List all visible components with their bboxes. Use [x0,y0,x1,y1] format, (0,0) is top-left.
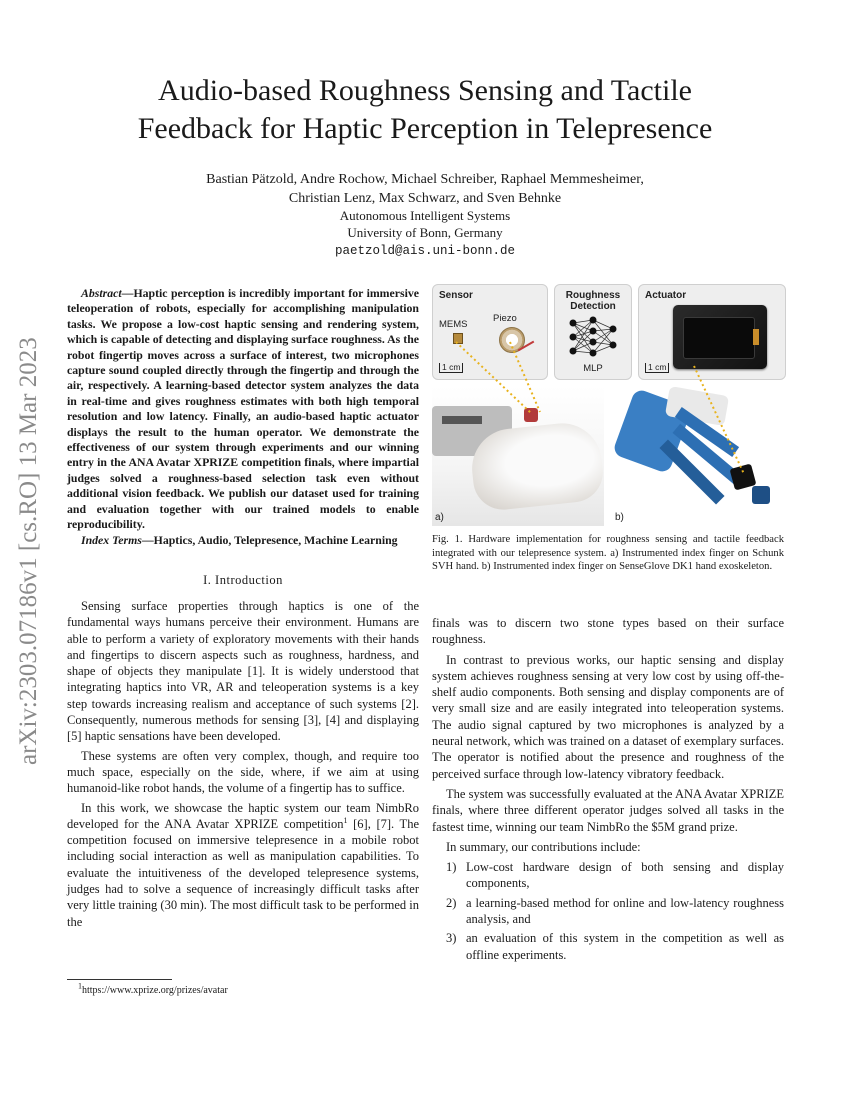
abstract-text: —Haptic perception is incredibly important for immersive teleoperation of robots, especially for accomplishing manipulation tasks. We propose a low-cost haptic sensing and rendering system, which is capable of detecting and displaying surface roughness. As the robot fingertip moves across a surface of interest, two microphones capture sound coupled directly through the fingertip and through the air, respectively. A learning-based detector system analyzes the data in real-time and gives roughness estimates with both high temporal resolution and low latency. Finally, an audio-based haptic actuator displays the result to the human operator. We demonstrate the effectiveness of our system through experiments and our winning entry in the ANA Avatar XPRIZE competition finals, where impartial judges solved a roughness-based selection task even without additional vision feedback. We publish our dataset used for training and evaluation together with our trained models to enable reproducibility. [67,286,419,532]
contribution-text: an evaluation of this system in the competition as well as offline experiments. [466,931,784,962]
contribution-item [432,930,784,963]
contribution-number: 2) [446,895,457,910]
index-terms [67,533,419,548]
piezo-label: Piezo [493,313,517,324]
right-paragraph-1: finals was to discern two stone types based on their surface roughness. [432,616,784,647]
affiliation-line-2: University of Bonn, Germany [347,225,503,240]
intro-paragraph-3 [67,800,419,930]
contribution-text: Low-cost hardware design of both sensing and display components, [466,860,784,891]
index-terms-text: —Haptics, Audio, Telepresence, Machine Learning [141,532,398,547]
index-terms-label: Index Terms [81,532,142,547]
intro-paragraph-1: Sensing surface properties through haptics is one of the fundamental ways humans perceive their environment. Humans are able to perform a variety of exploratory movements with their hands and fingertips to discern aspects such as roughness, hardness, and shape of objects they manipulate [1]. It is widely understood that integrating haptics into VR, AR and teleoperation systems is a key step towards increasing realism and acceptance of such systems [2]. Consequently, numerous methods for sensing [3], [4] and displaying [5] haptic sensations have been developed. [67,599,419,744]
author-list [60,170,790,208]
subfigure-b-label: b) [615,512,624,523]
footnote-mark: 1 [78,981,82,991]
scale-bar-right: 1 cm [645,363,669,373]
abstract-label: Abstract [81,286,122,300]
figure-1 [432,284,784,526]
affiliation [60,207,790,260]
authors-line-2: Christian Lenz, Max Schwarz, and Sven Behnke [288,191,562,206]
contribution-item [432,895,784,928]
right-paragraph-3: The system was successfully evaluated at the ANA Avatar XPRIZE finals, where three different operator judges solved all tasks in the fastest time, winning our team NimbRo the $5M grand prize. [432,786,784,834]
actuator-label: Actuator [645,290,687,301]
contribution-number: 1) [446,860,457,875]
author-email[interactable]: paetzold@ais.uni-bonn.de [334,244,516,258]
footnote-url[interactable]: https://www.xprize.org/prizes/avatar [82,985,228,996]
affiliation-line-1: Autonomous Intelligent Systems [339,208,511,223]
arxiv-stamp [6,300,46,770]
contribution-number: 3) [446,931,457,946]
right-paragraph-2: In contrast to previous works, our haptic sensing and display system achieves roughness sensing at very low cost by using off-the-shelf audio components. Both sensing and display components are of very small size and are easily integrated into teleoperation systems. The audio signal captured by two microphones is analyzed by a neural network, which was trained on a dataset of exemplary surfaces. The operator is notified about the presence and roughness of the perceived surface through low-latency vibratory feedback. [432,652,784,781]
intro-paragraph-2: These systems are often very complex, though, and require too much space, especially on the side, where, if we aim at using humanoid-like robot hands, the volume of a fingertip has to suffice. [67,748,419,796]
right-column-body [432,615,784,966]
abstract-paragraph [67,286,419,533]
mlp-label: MLP [583,363,603,374]
intro-p3-end: [6], [7]. The competition focused on immersive telepresence in a mobile robot including social interaction as well as manipulation capabilities. To evaluate the intuitiveness of the developed telepresence systems, judges had to solve a sequence of increasingly difficult tasks after very little training (30 min). The most difficult task to be performed in the [67,816,419,929]
title-line-1: Audio-based Roughness Sensing and Tactile [158,74,692,107]
abstract [67,286,419,548]
left-column-body [67,598,419,933]
contribution-text: a learning-based method for online and low-latency roughness analysis, and [466,895,784,927]
arxiv-id: arXiv:2303.07186v1 [cs.RO] 13 Mar 2023 [15,337,42,765]
detection-label: Roughness Detection [565,290,621,312]
right-paragraph-4: In summary, our contributions include: [446,839,641,854]
figure-connector-lines [432,284,784,526]
mems-label: MEMS [439,319,468,330]
figure-caption: Fig. 1. Hardware implementation for roughness sensing and tactile feedback integrated with our telepresence system. a) Instrumented index finger on Schunk SVH hand. b) Instrumented index finger on SenseGlove DK1 hand exoskeleton. [432,534,784,573]
scale-bar-left: 1 cm [439,363,463,373]
sensor-label: Sensor [439,290,473,301]
footnote-ref[interactable]: 1 [343,815,348,825]
intro-p3-start: In this work, we showcase the haptic system our team NimbRo developed for the ANA Avatar XPRIZE competition [67,800,419,831]
paper-title [60,72,790,148]
contributions-list [432,859,784,963]
footnote-rule [67,979,172,980]
subfigure-a-label: a) [435,512,444,523]
contribution-item [432,859,784,892]
title-line-2: Feedback for Haptic Perception in Telepresence [137,112,713,145]
section-heading: I. Introduction [203,573,283,587]
authors-line-1: Bastian Pätzold, Andre Rochow, Michael Schreiber, Raphael Memmesheimer, [206,172,644,187]
footnote [78,981,228,996]
